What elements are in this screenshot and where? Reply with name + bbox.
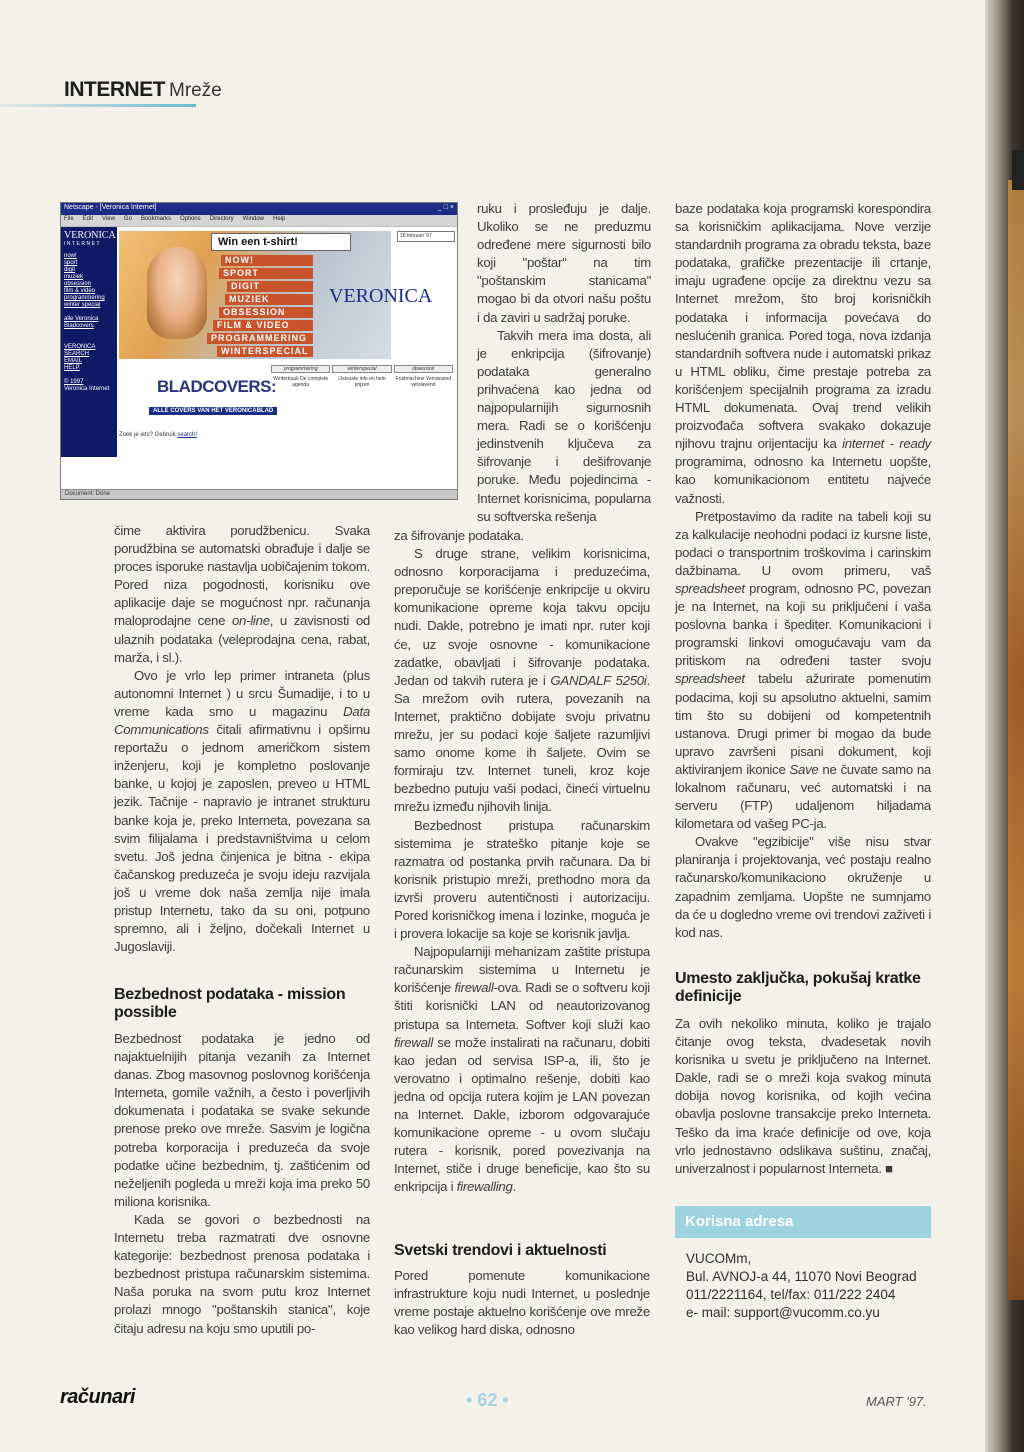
sidebar-link: alle Veronica [64, 316, 99, 322]
menu-go: Go [123, 216, 132, 222]
sidebar-link: programmering [64, 295, 105, 301]
search-link: search! [177, 432, 198, 438]
paragraph: Bezbednost pristupa računarskim sistemima je strateško pitanje koje se razmatra od postanka prvih računara. Da bi korisnik pristupio mreži, prethodno mora da izvrši proveru autentičnosti i autorizaciju. Pored korisničkog imena i lozinke, moguća je i provera lokacije sa koje se korisnik javlja. [394, 817, 650, 942]
magazine-name: računari [60, 1386, 135, 1408]
site-column-text: Wintertruuk De complete agenda [273, 376, 329, 388]
site-menu-item: SPORT [219, 268, 313, 279]
section-header [64, 78, 222, 102]
paragraph: Bezbednost podataka je jedno od najaktuelnijih pitanja vezanih za Internet danas. Zbog masovnog poslovnog korišćenja Interneta, gomile važnih, a često i poverljivih dokumenata i podataka se svake sekunde prenose preko ove mreže. Sasvim je logična potreba korporacija i preduzeća da svoje podatke učine bezbednim, tj. zaštićenim od neželjenih pogleda u mreži koja ima preko 50 miliona korisnika. [114, 1031, 370, 1209]
site-menu-item: DIGIT [227, 281, 313, 292]
sidebar-link: winter special [64, 302, 101, 308]
site-sidebar [61, 227, 117, 457]
site-menu-item: FILM & VIDEO [213, 320, 313, 331]
site-column-head: obsession [394, 365, 453, 373]
browser-content [61, 227, 458, 491]
site-column-head: winterspecial [332, 365, 391, 373]
site-menu-item: OBSESSION [219, 307, 313, 318]
section-title: INTERNET [64, 78, 165, 101]
next-page-tab [1012, 150, 1024, 190]
menu-window: Window [242, 216, 264, 222]
site-brand-sub: INTERNET [64, 241, 101, 247]
paragraph: za šifrovanje podataka. [394, 528, 524, 543]
site-column-text: Fruitmachine Verrassend verslavend [395, 376, 452, 388]
menu-edit: Edit [82, 216, 94, 222]
window-controls-icon: _ □ × [437, 204, 454, 211]
search-prompt [119, 432, 197, 438]
site-columns [271, 365, 453, 388]
sidebar-link: digit [64, 267, 76, 273]
site-brand: VERONICA [64, 230, 116, 241]
paragraph: čime aktivira porudžbenicu. Svaka porudžbina se automatski obrađuje i dalje se proces isporuke nastavlja uobičajenim tokom. Pored niza pogodnosti, korisniku ove aplikacije daje se mogućnost npr. računanja maloprodajne cene on-line, u zavisnosti od ulaznih podataka (veleprodajna cena, rabat, marža, i sl.). [114, 523, 370, 665]
menu-bookmarks: Bookmarks [140, 216, 171, 222]
sidebar-link: EMAIL [64, 358, 83, 364]
sidebar-copyright: © 1997 [64, 379, 84, 385]
heading-security: Bezbednost podataka - mission possible [114, 986, 346, 1021]
column1 [114, 522, 370, 956]
column3-bottom [675, 1015, 931, 1178]
paragraph: Pretpostavimo da radite na tabeli koji su za kalkulacije neohodni podaci iz kursne liste, podaci o transportnim troškovima i carinskim dažbinama. U ovom primeru, vaš spreadsheet program, odnosno PC, povezan je na Internet, na koji su priključeni i vaša poslovna banka i špediter. Komunikacioni i programski linkovi omogućavaju vam da pritiskom na određeni taster svoju spreadsheet tabelu ažurirate pomenutim podacima, koji su apsolutno aktuelni, samim tim što su dobijeni od kompetentnih ustanova. Drugi primer bi mogao da bude upravo završeni pisani dokument, koji aktiviranjem ikonice Save ne čuvate samo na lokalnom računaru, već automatski i na serveru (FTP) udaljenom hiljadama kilometara od vašeg PC-ja. [675, 508, 931, 832]
menu-directory: Directory [209, 216, 234, 222]
alle-covers-label: ALLE COVERS VAN HET VERONICABLAD [149, 407, 277, 415]
veronica-logo: VERONICA [329, 285, 433, 307]
site-column-head: programmering [271, 365, 330, 373]
paragraph: Takvih mera ima dosta, ali je enkripcija (šifrovanje) podataka generalno prihvaćena kao jedna od najpopularnijih sigurnosnih mera. Radi se o korišćenju jedinstvenih ključeva za šifrovanje i dešifrovanje poruke. Među pojedincima - Internet korisnicima, popularna su softverska rešenja [477, 327, 651, 524]
column2 [394, 527, 650, 1196]
sidebar-link: VERONICA [64, 344, 96, 350]
sidebar-link: obsession [64, 281, 92, 287]
heading-trends: Svetski trendovi i aktuelnosti [394, 1242, 607, 1259]
page-number: • 62 • [466, 1390, 509, 1410]
browser-menubar [61, 215, 457, 226]
sidebar-link: film & video [64, 288, 96, 294]
browser-screenshot [60, 202, 458, 500]
paragraph: Najpopularniji mehanizam zaštite pristupa računarskim sistemima u Internetu je korišćenje firewall-ova. Radi se o softveru koji štiti korisnički LAN od neautorizovanog pristupa sa Interneta. Softver koji služi kao firewall se može instalirati na računaru, dobiti kao jedan od servisa ISP-a, ili, što je verovatno i optimalno rešenje, dobiti kao jedna od opcija rutera kojim je LAN povezan na Internet. Dakle, izborom odgovarajuće komunikacione opreme - u ovom slučaju rutera - korisnik, pored povezivanja na Internet, stiče i druge beneficije, kao što su enkripcija i firewalling. [394, 944, 650, 1195]
site-column [394, 365, 453, 388]
bladcovers-title: BLADCOVERS: [157, 377, 277, 396]
column3 [675, 200, 931, 942]
banner-date: 18 februari '97 [397, 231, 455, 242]
site-menu-item: PROGRAMMERING [207, 333, 313, 344]
browser-title: Netscape - [Veronica Internet] [64, 204, 157, 211]
site-column [271, 365, 330, 388]
sidebar-link: now! [64, 253, 77, 259]
info-email: e- mail: support@vucomm.co.yu [686, 1305, 880, 1320]
paragraph: ruku i prosleđuju je dalje. Ukoliko se ne preduzmu određene mere sigurnosti bilo koji "poštar" na tim "poštanskim stanicama" mogao bi da otvori našu poštu i da zaviri u sadržaj poruke. [477, 201, 651, 325]
header-rule [0, 104, 196, 107]
info-box-title: Korisna adresa [675, 1206, 931, 1238]
paragraph: Za ovih nekoliko minuta, koliko je trajalo čitanje ovog teksta, dvadesetak novih korisnika u svetu je priključeno na Internet. Dakle, radi se o mreži koja svakog minuta dobija novog korisnika, od kojih većina obavlja poslovne transakcije preko Interneta. Teško da ima kraće definicije od ove, koja vrlo jednostavno odslikava suštinu, značaj, univerzalnost i popularnost Interneta. ■ [675, 1016, 931, 1176]
paragraph: Ovo je vrlo lep primer intraneta (plus autonomni Internet ) u srcu Šumadije, i to u vreme kada smo u magazinu Data Communications čitali afirmativnu i opširnu reportažu o jednom američkom sistem inženjeru, koji je kompletno poslovanje banke, u kojoj je zaposlen, preveo u HTML jezik. Tačnije - napravio je intranet strukturu banke koja je, preko Interneta, povezana sa svim filijalama i predstavništvima u celom svetu. Još jedna činjenica je bitna - ekipa čačanskog preduzeća je svoju ideju razvijala još u vreme dok naša zemlja nije imala pristup Internetu, tako da su oni, potpuno spremno, ali i željno, dočekali Internet u Jugoslaviji. [114, 667, 370, 955]
info-box [686, 1250, 936, 1322]
model-photo [147, 247, 207, 339]
browser-statusbar: Document: Done [61, 489, 458, 499]
column2-top [477, 200, 651, 526]
sidebar-link: HELP [64, 365, 80, 371]
site-column [332, 365, 391, 388]
menu-file: File [64, 216, 74, 222]
paragraph: S druge strane, velikim korisnicima, odnosno korporacijama i preduzećima, preporučuje se korišćenje enkripcije u okviru komunikacione opreme koja takvu opciju nudi. Dakle, potrebno je imati npr. ruter koji će, uz svoje osnovne - komunikacione zadatke, obavljati i šifrovanje podataka. Jedan od takvih rutera je i GANDALF 5250i. Sa mrežom ovih rutera, povezanih na Internet, praktično dobijate svoju privatnu mrežu, jer su podaci koje šaljete razumljivi samo onome kome ih šaljete. Ovim se formiraju tzv. Internet tuneli, kroz koje bezbedno putuju vaši podaci, čineći virtuelnu mrežu između njihovih linija. [394, 546, 650, 815]
column1-bottom [114, 1030, 370, 1338]
site-menu-item: NOW! [221, 255, 313, 266]
banner-headline: Win een t-shirt! [211, 233, 351, 251]
paragraph: baze podataka koja programski korespondira sa korisničkim aplikacijama. Nove verzije standardnih programa za obradu teksta, baze podataka, grafičke prezentacije ili crtanje, imaju ugrađene opcije za direktnu vezu sa Internet mrežom, što broj korisničkih podataka i informacija povećava do neslućenih granica. Pored toga, nova izdanja standardnih softvera nude i automatski prikaz u HTML obliku, čime prestaje potreba za korišćenjem specijalnih programa za izradu HTML dokumenata. Ovaj trend velikih proizvođača softvera svakako dokazuje njihovu trajnu orijentaciju ka internet - ready programima, odnosno ka Internetu uopšte, kao komunikacionom entitetu najveće važnosti. [675, 201, 932, 506]
sidebar-link: sport [64, 260, 78, 266]
next-page-photo-edge [1008, 180, 1024, 1300]
menu-options: Options [179, 216, 201, 222]
sidebar-link: Bladcovers [64, 323, 94, 329]
section-subtitle: Mreže [169, 80, 222, 101]
sidebar-link: SEARCH [64, 351, 90, 357]
info-phone: 011/2221164, tel/fax: 011/222 2404 [686, 1287, 896, 1302]
site-menu-item: MUZIEK [225, 294, 313, 305]
search-prompt-text: Zoek je iets? Gebruik [119, 432, 176, 438]
sidebar-copyright-owner: Veronica Internet [64, 386, 110, 392]
info-address: Bul. AVNOJ-a 44, 11070 Novi Beograd [686, 1269, 917, 1284]
site-menu-item: WINTERSPECIAL [217, 346, 313, 357]
paragraph: Pored pomenute komunikacione infrastrukture koju nudi Internet, u poslednje vreme postaje aktuelno korišćenje ove mreže kao velikog hard diska, odnosno [394, 1268, 650, 1338]
menu-view: View [102, 216, 115, 222]
browser-titlebar [61, 203, 457, 215]
site-column-text: IJskoude info en hete prijzen [338, 376, 386, 388]
site-menu [199, 255, 313, 359]
paragraph: Kada se govori o bezbednosti na Internetu treba razmatrati dve osnovne kategorije: bezbednost prenosa podataka i bezbednost pristupa računarskim sistemima. Naša poruka na svom putu kroz Internet prolazi mnogo "poštanskih stanica", koje čitaju adresu na koju smo uputili po- [114, 1211, 370, 1336]
heading-conclusion: Umesto zaključka, pokušaj kratke definicije [675, 970, 921, 1005]
menu-help: Help [273, 216, 286, 222]
info-company: VUCOMm, [686, 1251, 752, 1266]
sidebar-link: muziek [64, 274, 84, 280]
column2-bottom [394, 1267, 650, 1339]
paragraph: Ovakve "egzibicije" više nisu stvar planiranja i projektovanja, već postaju realno računarsko/komunikaciono okruženje u zapadnim zemljama. Uopšte ne sumnjamo da će u dogledno vreme ovi trendovi zaživeti i kod nas. [675, 834, 931, 940]
issue-date: MART '97. [866, 1394, 927, 1409]
